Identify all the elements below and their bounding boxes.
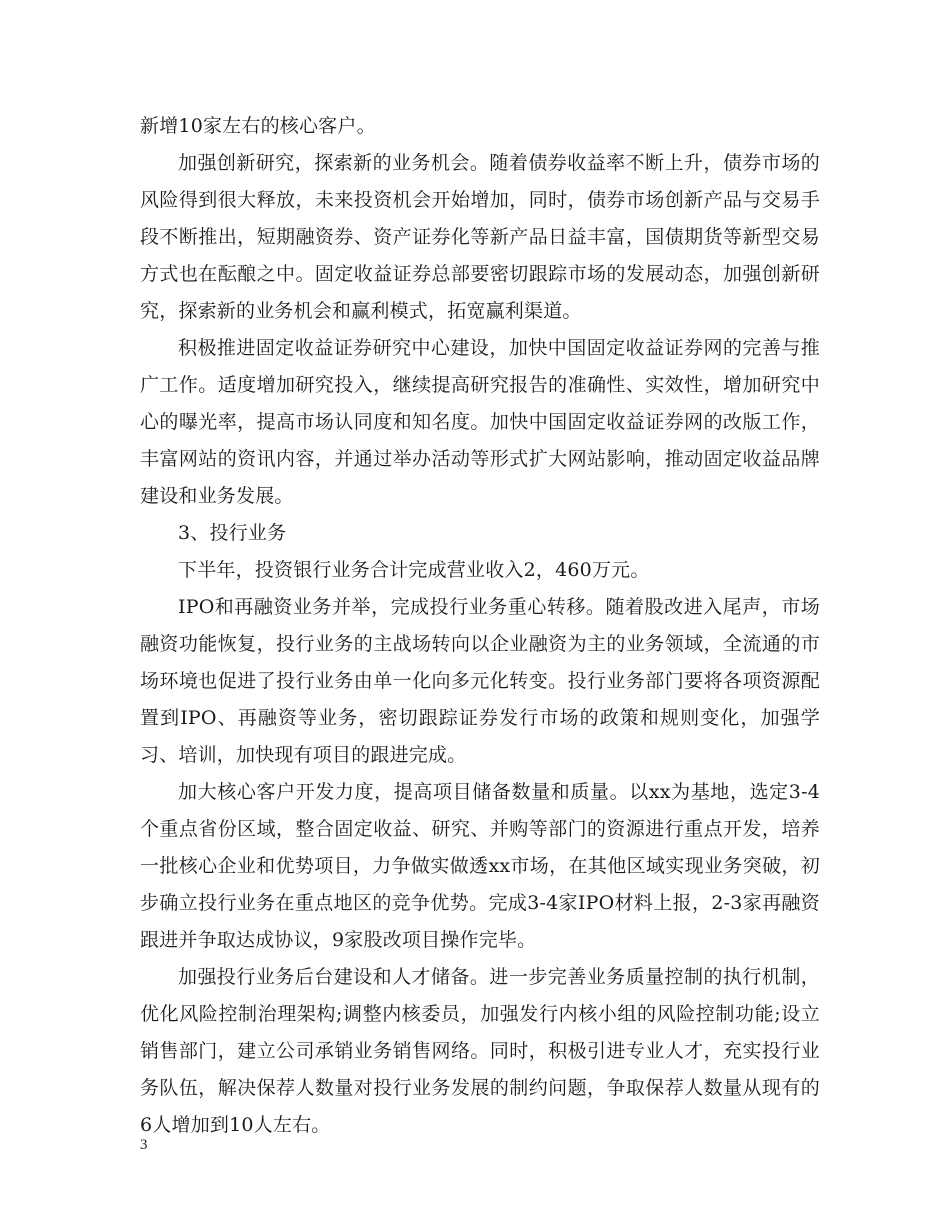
paragraph-7: 加大核心客户开发力度，提高项目储备数量和质量。以xx为基地，选定3-4个重点省份区域，整合固定收益、研究、并购等部门的资源进行重点开发，培养一批核心企业和优势项目，力争做实做透xx市场，在其他区域实现业务突破，初步确立投行业务在重点地区的竞争优势。完成3-4家IPO材料上报，2-3家再融资跟进并争取达成协议，9家股改项目操作完毕。 (140, 781, 820, 951)
section-heading-investment-banking: 3、投行业务 (178, 522, 287, 544)
paragraph-6: IPO和再融资业务并举，完成投行业务重心转移。随着股改进入尾声，市场融资功能恢复，投行业务的主战场转向以企业融资为主的业务领域，全流通的市场环境也促进了投行业务由单一化向多元化转变。投行业务部门要将各项资源配置到IPO、再融资等业务，密切跟踪证券发行市场的政策和规则变化，加强学习、培训，加快现有项目的跟进完成。 (140, 596, 820, 766)
paragraph-1: 新增10家左右的核心客户。 (140, 115, 376, 137)
paragraph-2: 加强创新研究，探索新的业务机会。随着债券收益率不断上升，债券市场的风险得到很大释放，未来投资机会开始增加，同时，债券市场创新产品与交易手段不断推出，短期融资券、资产证券化等新产品日益丰富，国债期货等新型交易方式也在酝酿之中。固定收益证券总部要密切跟踪市场的发展动态，加强创新研究，探索新的业务机会和赢利模式，拓宽赢利渠道。 (140, 152, 820, 322)
paragraph-8: 加强投行业务后台建设和人才储备。进一步完善业务质量控制的执行机制，优化风险控制治理架构;调整内核委员，加强发行内核小组的风险控制功能;设立销售部门，建立公司承销业务销售网络。同时，积极引进专业人才，充实投行业务队伍，解决保荐人数量对投行业务发展的制约问题，争取保荐人数量从现有的6人增加到10人左右。 (140, 966, 820, 1136)
document-body (140, 108, 820, 1144)
paragraph-5: 下半年，投资银行业务合计完成营业收入2，460万元。 (178, 559, 650, 581)
page-number: 3 (140, 1137, 148, 1153)
paragraph-3: 积极推进固定收益证券研究中心建设，加快中国固定收益证券网的完善与推广工作。适度增加研究投入，继续提高研究报告的准确性、实效性，增加研究中心的曝光率，提高市场认同度和知名度。加快中国固定收益证券网的改版工作，丰富网站的资讯内容，并通过举办活动等形式扩大网站影响，推动固定收益品牌建设和业务发展。 (140, 337, 820, 507)
